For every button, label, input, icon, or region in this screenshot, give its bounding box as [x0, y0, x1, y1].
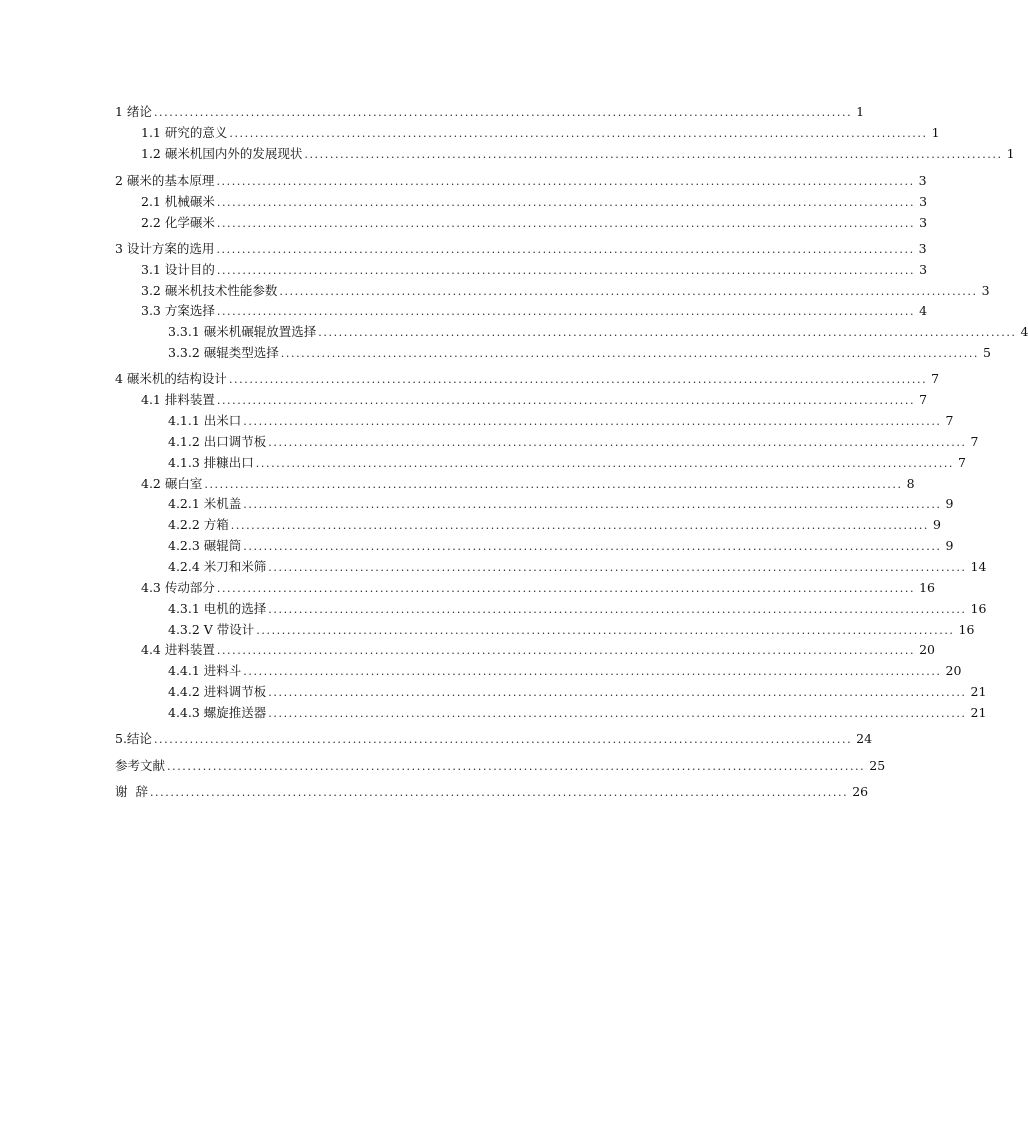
toc-entry[interactable] — [141, 125, 940, 141]
toc-entry-page: 21 — [970, 705, 987, 720]
toc-entry[interactable] — [168, 705, 987, 721]
toc-entry-title: 4.4.1 进料斗 — [168, 663, 242, 678]
toc-entry[interactable] — [115, 758, 886, 774]
toc-leader-dots: ......................................................................................................................................... — [149, 786, 849, 799]
toc-entry-title: 5.结论 — [115, 731, 152, 746]
toc-entry-title: 4.3 传动部分 — [141, 580, 215, 595]
toc-entry-title: 3.2 碾米机技术性能参数 — [141, 283, 278, 298]
toc-entry-title: 4.2.2 方箱 — [168, 517, 229, 532]
toc-entry[interactable] — [168, 496, 954, 512]
toc-leader-dots: ......................................................................................................................................... — [216, 196, 916, 209]
toc-entry-title: 4.2.1 米机盖 — [168, 496, 242, 511]
toc-entry[interactable] — [168, 345, 991, 361]
toc-leader-dots: ......................................................................................................................................... — [153, 733, 853, 746]
toc-entry[interactable] — [141, 146, 1015, 162]
toc-entry-page: 7 — [970, 434, 979, 449]
toc-leader-dots: ......................................................................................................................................... — [268, 603, 967, 616]
toc-entry-title: 谢 辞 — [115, 784, 148, 799]
toc-leader-dots: ......................................................................................................................................... — [255, 457, 955, 470]
toc-leader-dots: ......................................................................................................................................... — [216, 394, 916, 407]
toc-entry-page: 7 — [945, 413, 954, 428]
toc-entry[interactable] — [115, 241, 927, 257]
toc-entry[interactable] — [168, 538, 954, 554]
toc-leader-dots: ......................................................................................................................................... — [153, 106, 853, 119]
toc-entry-title: 参考文献 — [115, 758, 166, 773]
toc-leader-dots: ......................................................................................................................................... — [216, 582, 916, 595]
toc-leader-dots: ......................................................................................................................................... — [167, 760, 866, 773]
toc-entry-page: 3 — [918, 241, 927, 256]
toc-entry[interactable] — [115, 784, 869, 800]
toc-leader-dots: ......................................................................................................................................... — [304, 148, 1003, 161]
toc-entry-page: 3 — [918, 173, 927, 188]
toc-entry-title: 1.2 碾米机国内外的发展现状 — [141, 146, 303, 161]
toc-entry-page: 3 — [981, 283, 990, 298]
toc-entry-title: 4.4.2 进料调节板 — [168, 684, 267, 699]
toc-entry-title: 2.2 化学碾米 — [141, 215, 215, 230]
toc-entry[interactable] — [141, 642, 935, 658]
toc-leader-dots: ......................................................................................................................................... — [230, 519, 930, 532]
toc-leader-dots: ......................................................................................................................................... — [256, 624, 955, 637]
toc-entry[interactable] — [115, 731, 873, 747]
toc-entry-title: 4.3.1 电机的选择 — [168, 601, 267, 616]
toc-entry[interactable] — [168, 413, 954, 429]
toc-leader-dots: ......................................................................................................................................... — [318, 326, 1017, 339]
toc-leader-dots: ......................................................................................................................................... — [243, 415, 942, 428]
toc-leader-dots: ......................................................................................................................................... — [268, 436, 967, 449]
toc-entry-page: 16 — [919, 580, 935, 595]
toc-leader-dots: ......................................................................................................................................... — [243, 498, 942, 511]
toc-entry[interactable] — [168, 324, 1028, 340]
toc-leader-dots: ......................................................................................................................................... — [216, 243, 915, 256]
toc-entry-page: 3 — [919, 262, 928, 277]
toc-entry[interactable] — [168, 601, 987, 617]
toc-entry-title: 3.3 方案选择 — [141, 303, 215, 318]
toc-entry[interactable] — [168, 517, 941, 533]
toc-entry-page: 16 — [958, 622, 975, 637]
toc-entry[interactable] — [141, 476, 915, 492]
toc-leader-dots: ......................................................................................................................................... — [216, 217, 916, 230]
toc-entry-title: 4.2.3 碾辊筒 — [168, 538, 242, 553]
toc-entry[interactable] — [168, 622, 975, 638]
toc-entry[interactable] — [141, 580, 935, 596]
toc-entry-title: 4.1.3 排糠出口 — [168, 455, 254, 470]
toc-entry[interactable] — [115, 104, 865, 120]
toc-leader-dots: ......................................................................................................................................... — [268, 686, 967, 699]
toc-leader-dots: ......................................................................................................................................... — [280, 347, 980, 360]
toc-entry[interactable] — [115, 173, 927, 189]
toc-entry[interactable] — [168, 684, 987, 700]
toc-leader-dots: ......................................................................................................................................... — [216, 644, 916, 657]
toc-entry-page: 5 — [983, 345, 991, 360]
toc-entry-title: 4.1 排料装置 — [141, 392, 215, 407]
toc-entry[interactable] — [141, 283, 990, 299]
toc-entry[interactable] — [168, 455, 966, 471]
toc-entry-page: 7 — [931, 371, 940, 386]
toc-entry-page: 20 — [919, 642, 935, 657]
toc-leader-dots: ......................................................................................................................................... — [268, 707, 967, 720]
toc-leader-dots: ......................................................................................................................................... — [204, 478, 903, 491]
toc-entry-page: 3 — [919, 215, 928, 230]
toc-entry-title: 4.4 进料装置 — [141, 642, 215, 657]
toc-leader-dots: ......................................................................................................................................... — [243, 665, 942, 678]
toc-leader-dots: ......................................................................................................................................... — [216, 305, 916, 318]
toc-leader-dots: ......................................................................................................................................... — [216, 264, 916, 277]
toc-entry-page: 9 — [933, 517, 941, 532]
toc-entry-page: 4 — [1020, 324, 1028, 339]
toc-entry-title: 1 绪论 — [115, 104, 152, 119]
toc-leader-dots: ......................................................................................................................................... — [229, 127, 928, 140]
toc-entry-page: 7 — [919, 392, 928, 407]
toc-entry-page: 14 — [970, 559, 987, 574]
toc-entry-page: 16 — [970, 601, 987, 616]
toc-leader-dots: ......................................................................................................................................... — [268, 561, 967, 574]
toc-leader-dots: ......................................................................................................................................... — [216, 175, 915, 188]
toc-entry-page: 7 — [958, 455, 966, 470]
toc-entry-title: 4 碾米机的结构设计 — [115, 371, 227, 386]
toc-entry[interactable] — [168, 559, 987, 575]
toc-entry-page: 1 — [856, 104, 865, 119]
toc-entry-title: 4.1.1 出米口 — [168, 413, 242, 428]
toc-entry-page: 21 — [970, 684, 987, 699]
toc-entry-page: 9 — [945, 496, 954, 511]
toc-entry[interactable] — [141, 392, 928, 408]
toc-entry-page: 1 — [1006, 146, 1015, 161]
toc-entry[interactable] — [141, 215, 928, 231]
toc-entry-title: 4.2.4 米刀和米筛 — [168, 559, 267, 574]
toc-entry-page: 4 — [919, 303, 928, 318]
toc-entry-page: 26 — [852, 784, 869, 799]
toc-leader-dots: ......................................................................................................................................... — [279, 285, 978, 298]
toc-entry[interactable] — [115, 371, 940, 387]
toc-entry-title: 2.1 机械碾米 — [141, 194, 215, 209]
toc-entry-page: 9 — [945, 538, 954, 553]
toc-entry-title: 1.1 研究的意义 — [141, 125, 228, 140]
toc-entry-title: 3.3.1 碾米机碾辊放置选择 — [168, 324, 317, 339]
toc-entry[interactable] — [141, 262, 928, 278]
toc-entry-title: 4.1.2 出口调节板 — [168, 434, 267, 449]
toc-entry-title: 4.2 碾白室 — [141, 476, 203, 491]
toc-entry-title: 2 碾米的基本原理 — [115, 173, 215, 188]
toc-entry-title: 3.1 设计目的 — [141, 262, 215, 277]
toc-entry-title: 4.4.3 螺旋推送器 — [168, 705, 267, 720]
toc-leader-dots: ......................................................................................................................................... — [228, 373, 928, 386]
toc-entry-page: 25 — [869, 758, 886, 773]
toc-entry-page: 8 — [906, 476, 915, 491]
toc-entry-title: 4.3.2 V 带设计 — [168, 622, 255, 637]
toc-entry-page: 20 — [945, 663, 962, 678]
toc-leader-dots: ......................................................................................................................................... — [243, 540, 942, 553]
toc-entry[interactable] — [168, 663, 962, 679]
toc-entry-title: 3.3.2 碾辊类型选择 — [168, 345, 279, 360]
toc-entry-page: 24 — [856, 731, 873, 746]
toc-entry-page: 1 — [931, 125, 940, 140]
toc-entry-page: 3 — [919, 194, 928, 209]
toc-entry[interactable] — [168, 434, 979, 450]
toc-entry-title: 3 设计方案的选用 — [115, 241, 215, 256]
toc-entry[interactable] — [141, 194, 928, 210]
toc-entry[interactable] — [141, 303, 928, 319]
